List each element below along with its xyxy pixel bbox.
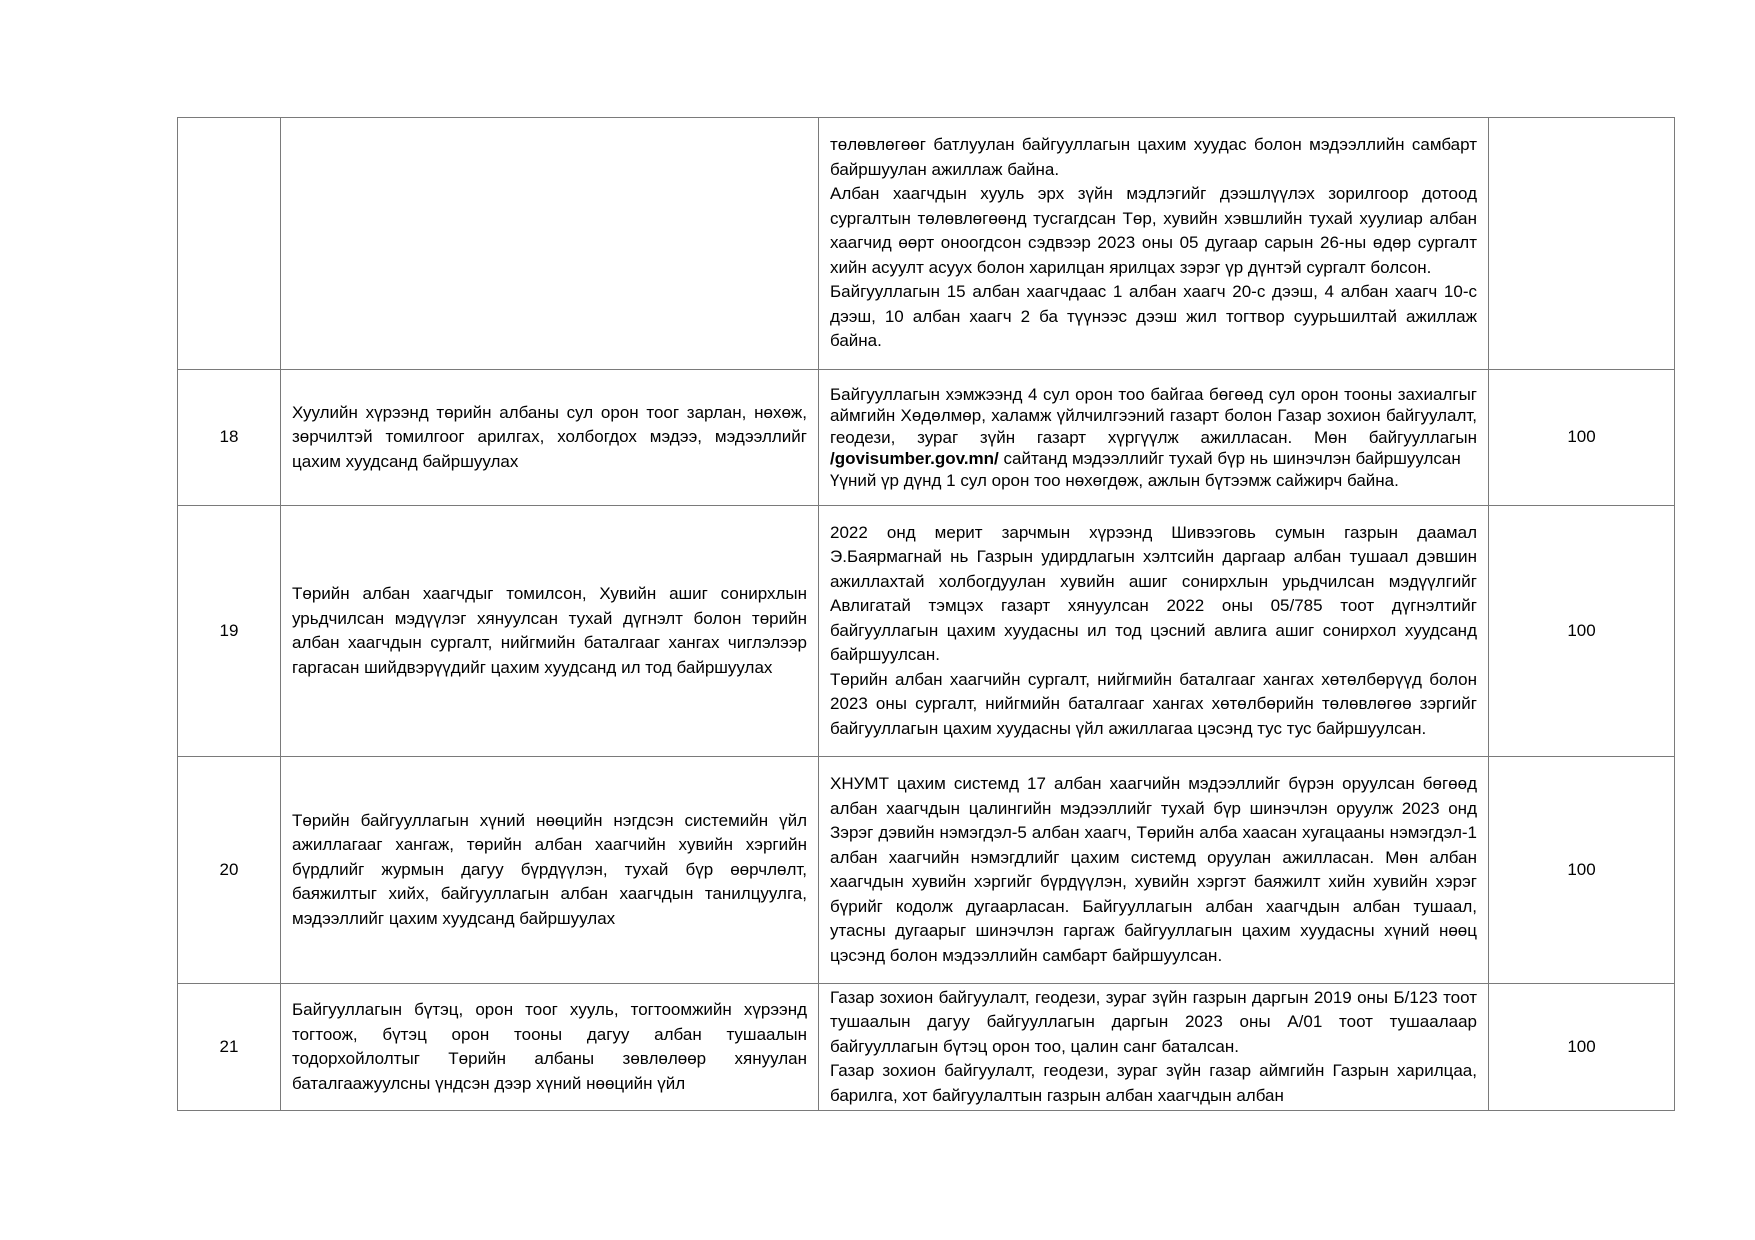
result-paragraph: Байгууллагын 15 албан хаагчдаас 1 албан хаагч 20-с дээш, 4 албан хаагч 10-с дээш, 10 албан хаагч 2 ба түүнээс дээш жил тогтвор суурьшилтай ажиллаж байна.	[830, 282, 1477, 351]
row-number: 18	[178, 370, 281, 506]
result-text: сайтанд мэдээллийг тухай бүр нь шинэчлэн байршуулсан	[1003, 449, 1461, 469]
task-cell: Төрийн албан хаагчдыг томилсон, Хувийн ашиг сонирхлын урьдчилсан мэдүүлэг хянуулсан тухай дүгнэлт болон төрийн албан хаагчдын сургалт, нийгмийн баталгааг хангах чиглэлээр гаргасан шийдвэрүүдийг цахим хуудсанд ил тод байршуулах	[281, 506, 819, 757]
result-cell	[819, 757, 1489, 984]
table-row	[178, 506, 1675, 757]
row-number: 21	[178, 984, 281, 1111]
result-paragraph: Үүний үр дүнд 1 сул орон тоо нөхөгдөж, ажлын бүтээмж сайжирч байна.	[830, 470, 1399, 490]
percent-cell: 100	[1489, 984, 1675, 1111]
result-text: Байгууллагын хэмжээнд 4 сул орон тоо байгаа бөгөөд сул орон тооны захиалгыг аймгийн Хөдөлмөр, халамж үйлчилгээний газарт болон Газар зохион байгуулалт, геодези, зураг зүйн газарт хүргүүлж ажилласан. Мөн байгууллагын	[830, 384, 1477, 447]
task-cell: Хуулийн хүрээнд төрийн албаны сул орон тоог зарлан, нөхөж, зөрчилтэй томилгоог арилгах, холбогдох мэдээ, мэдээллийг цахим хуудсанд байршуулах	[281, 370, 819, 506]
percent-cell: 100	[1489, 757, 1675, 984]
result-paragraph	[830, 384, 1477, 470]
result-paragraph: ХНУМТ цахим системд 17 албан хаагчийн мэдээллийг бүрэн оруулсан бөгөөд албан хаагчдын цалингийн мэдээллийг тухай бүр шинэчлэн оруулж 2023 онд Зэрэг дэвийн нэмэгдэл-5 албан хаагч, Төрийн алба хаасан хугацааны нэмэгдэл-1 албан хаагчийн нэмэгдлийг цахим системд оруулан ажилласан. Мөн албан хаагчдын хувийн хэргийг бүрдүүлэн, хувийн хэргэт баяжилт хийн хувийн хэрэг бүрийг кодолж дугаарласан. Байгууллагын албан хаагчдын албан тушаал, утасны дугаарыг шинэчлэн гаргаж байгууллагын цахим хуудасны хүний нөөц цэсэнд болон мэдээллийн самбарт байршуулсан.	[830, 774, 1477, 965]
row-number: 19	[178, 506, 281, 757]
result-cell	[819, 984, 1489, 1111]
table-row	[178, 370, 1675, 506]
table-row	[178, 984, 1675, 1111]
table-row	[178, 118, 1675, 370]
result-cell	[819, 118, 1489, 370]
task-cell: Төрийн байгууллагын хүний нөөцийн нэгдсэн системийн үйл ажиллагааг хангаж, төрийн албан хаагчийн хувийн хэргийн бүрдлийг журмын дагуу бүрдүүлэн, тухай бүр өөрчлөлт, баяжилтыг хийх, байгууллагын албан хаагчдын танилцуулга, мэдээллийг цахим хуудсанд байршуулах	[281, 757, 819, 984]
result-paragraph: Төрийн албан хаагчийн сургалт, нийгмийн баталгааг хангах хөтөлбөрүүд болон 2023 оны сургалт, нийгмийн баталгааг хангах хөтөлбөрийн төлөвлөгөө зэргийг байгууллагын цахим хуудасны үйл ажиллагаа цэсэнд тус тус байршуулсан.	[830, 669, 1477, 738]
result-paragraph: Албан хаагчдын хууль эрх зүйн мэдлэгийг дээшлүүлэх зорилгоор дотоод сургалтын төлөвлөгөөнд тусгагдсан Төр, хувийн хэвшлийн тухай хуулиар албан хаагчид өөрт оноогдсон сэдвээр 2023 оны 05 дугаар сарын 26-ны өдөр сургалт хийн асуулт асуух болон харилцан ярилцах зэрэг үр дүнтэй сургалт болсон.	[830, 184, 1477, 277]
result-cell	[819, 370, 1489, 506]
row-number	[178, 118, 281, 370]
row-number: 20	[178, 757, 281, 984]
website-link[interactable]: /govisumber.gov.mn/	[830, 449, 999, 469]
result-cell	[819, 506, 1489, 757]
result-paragraph: 2022 онд мерит зарчмын хүрээнд Шивээговь сумын газрын даамал Э.Баярмагнай нь Газрын удирдлагын хэлтсийн даргаар албан тушаал дэвшин ажиллахтай холбогдуулан хувийн ашиг сонирхлын урьдчилсан мэдүүлгийг Авлигатай тэмцэх газарт хянуулсан 2022 оны 05/785 тоот дүгнэлтийг байгууллагын цахим хуудасны ил тод цэсний авлига ашиг сонирхол хуудсанд байршуулсан.	[830, 522, 1477, 665]
result-paragraph: Газар зохион байгуулалт, геодези, зураг зүйн газар аймгийн Газрын харилцаа, барилга, хот байгуулалтын газрын албан хаагчдын албан	[830, 1061, 1477, 1105]
percent-cell	[1489, 118, 1675, 370]
report-table	[177, 117, 1675, 1111]
task-cell: Байгууллагын бүтэц, орон тоог хууль, тогтоомжийн хүрээнд тогтоож, бүтэц орон тооны дагуу албан тушаалын тодорхойлолтыг Төрийн албаны зөвлөлөөр хянуулан баталгаажуулсны үндсэн дээр хүний нөөцийн үйл	[281, 984, 819, 1111]
task-cell	[281, 118, 819, 370]
percent-cell: 100	[1489, 370, 1675, 506]
table-row	[178, 757, 1675, 984]
percent-cell: 100	[1489, 506, 1675, 757]
result-paragraph: Газар зохион байгуулалт, геодези, зураг зүйн газрын даргын 2019 оны Б/123 тоот тушаалын дагуу байгууллагын даргын 2023 оны А/01 тоот тушаалаар байгууллагын бүтэц орон тоо, цалин санг баталсан.	[830, 987, 1477, 1056]
result-paragraph: төлөвлөгөөг батлуулан байгууллагын цахим хуудас болон мэдээллийн самбарт байршуулан ажиллаж байна.	[830, 135, 1477, 179]
